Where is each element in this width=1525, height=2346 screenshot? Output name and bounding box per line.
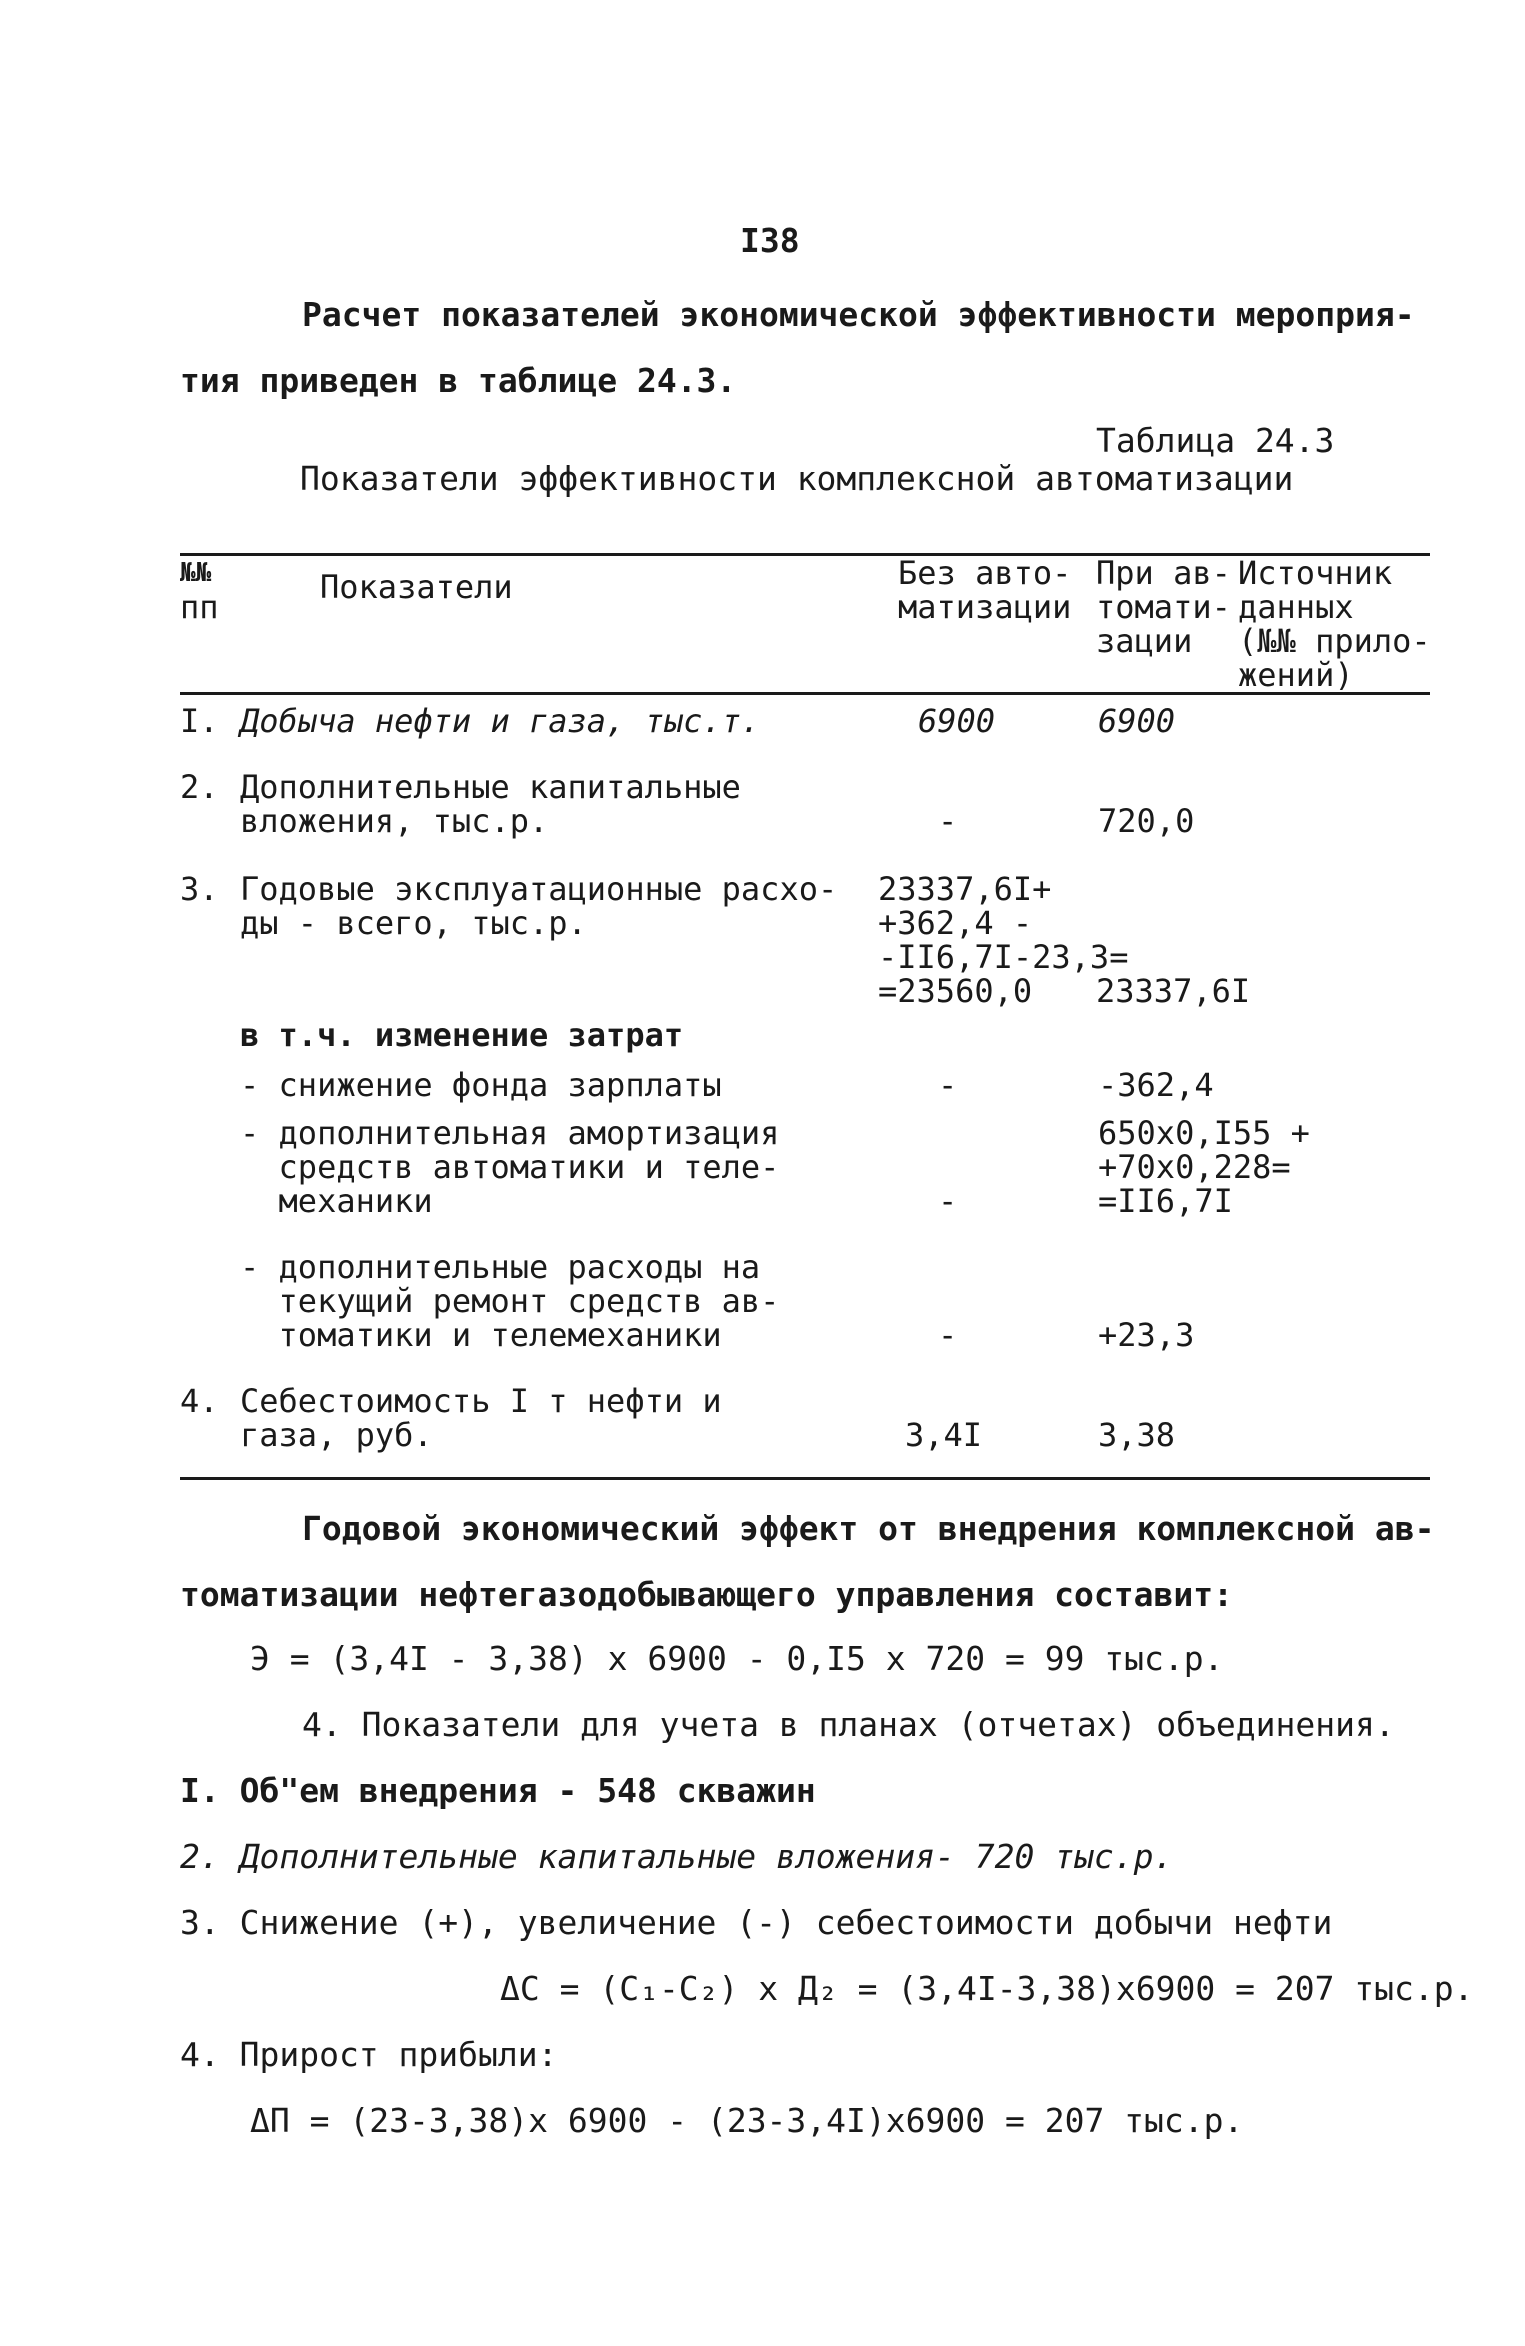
header-source-1: Источник xyxy=(1238,554,1393,592)
formula-cost: ΔC = (C₁-C₂) x Д₂ = (3,4I-3,38)x6900 = 207 тыс.р. xyxy=(500,1969,1474,2008)
intro-line-1: Расчет показателей экономической эффективности мероприя- xyxy=(302,295,1415,334)
row-number: I. xyxy=(180,702,219,740)
header-num-2: пп xyxy=(180,588,219,626)
value-without: - xyxy=(938,1066,958,1104)
row-indicator: - снижение фонда зарплаты xyxy=(240,1066,722,1104)
header-without-1: Без авто- xyxy=(898,554,1072,592)
row-number: 4. xyxy=(180,1382,219,1420)
effect-line-2: томатизации нефтегазодобывающего управления составит: xyxy=(180,1575,1233,1614)
value-without: +362,4 - xyxy=(878,904,1033,942)
header-source-4: жений) xyxy=(1238,656,1354,694)
header-source-2: данных xyxy=(1238,588,1354,626)
header-bottom-rule xyxy=(180,692,1430,695)
row-indicator: текущий ремонт средств ав- xyxy=(240,1282,780,1320)
row-indicator: Дополнительные капитальные xyxy=(240,768,741,806)
formula-profit: ΔП = (23-3,38)x 6900 - (23-3,4I)x6900 = 207 тыс.р. xyxy=(250,2101,1244,2140)
row-indicator: Себестоимость I т нефти и xyxy=(240,1382,722,1420)
table-title: Показатели эффективности комплексной автоматизации xyxy=(300,459,1294,498)
item-3: 3. Снижение (+), увеличение (-) себестоимости добычи нефти xyxy=(180,1903,1333,1942)
value-without: 3,4I xyxy=(905,1416,983,1454)
value-with: -362,4 xyxy=(1098,1066,1214,1104)
value-without: 23337,6I+ xyxy=(878,870,1052,908)
value-with: 720,0 xyxy=(1098,802,1195,840)
row-indicator: Годовые эксплуатационные расхо- xyxy=(240,870,838,908)
row-indicator: средств автоматики и теле- xyxy=(240,1148,780,1186)
header-with-2: томати- xyxy=(1096,588,1231,626)
item-4: 4. Прирост прибыли: xyxy=(180,2035,558,2074)
value-without: - xyxy=(938,1316,958,1354)
value-with: +70x0,228= xyxy=(1098,1148,1291,1186)
row-indicator: томатики и телемеханики xyxy=(240,1316,722,1354)
header-source-3: (№№ прило- xyxy=(1238,622,1431,660)
table-bottom-rule xyxy=(180,1477,1430,1480)
header-indicator: Показатели xyxy=(320,568,513,606)
value-with: 650x0,I55 + xyxy=(1098,1114,1310,1152)
row-indicator: - дополнительные расходы на xyxy=(240,1248,761,1286)
value-without: =23560,0 xyxy=(878,972,1033,1010)
row-number: 3. xyxy=(180,870,219,908)
header-num-1: №№ xyxy=(180,558,212,588)
page-number: I38 xyxy=(740,221,800,260)
value-without: - xyxy=(938,1182,958,1220)
value-with: =II6,7I xyxy=(1098,1182,1233,1220)
effect-line-1: Годовой экономический эффект от внедрения комплексной ав- xyxy=(302,1509,1435,1548)
value-without: - xyxy=(938,802,958,840)
row-indicator: вложения, тыс.р. xyxy=(240,802,549,840)
section-heading: 4. Показатели для учета в планах (отчетах) объединения. xyxy=(302,1705,1395,1744)
row-indicator: газа, руб. xyxy=(240,1416,433,1454)
row-indicator: - дополнительная амортизация xyxy=(240,1114,780,1152)
row-indicator: в т.ч. изменение затрат xyxy=(240,1016,684,1054)
intro-line-2: тия приведен в таблице 24.3. xyxy=(180,361,737,400)
item-2: 2. Дополнительные капитальные вложения- 720 тыс.р. xyxy=(180,1837,1174,1876)
item-1: I. Об"ем внедрения - 548 скважин xyxy=(180,1771,816,1810)
header-with-3: зации xyxy=(1096,622,1193,660)
table-label: Таблица 24.3 xyxy=(1096,421,1335,460)
header-without-2: матизации xyxy=(898,588,1072,626)
row-number: 2. xyxy=(180,768,219,806)
formula-effect: Э = (3,4I - 3,38) x 6900 - 0,I5 x 720 = 99 тыс.р. xyxy=(250,1639,1224,1678)
value-with: 3,38 xyxy=(1098,1416,1176,1454)
value-without: -II6,7I-23,3= xyxy=(878,938,1129,976)
row-indicator: ды - всего, тыс.р. xyxy=(240,904,587,942)
row-indicator: механики xyxy=(240,1182,433,1220)
value-with: 6900 xyxy=(1098,702,1176,740)
row-indicator: Добыча нефти и газа, тыс.т. xyxy=(240,702,761,740)
value-with: 23337,6I xyxy=(1096,972,1251,1010)
value-with: +23,3 xyxy=(1098,1316,1195,1354)
header-with-1: При ав- xyxy=(1096,554,1231,592)
value-without: 6900 xyxy=(918,702,996,740)
